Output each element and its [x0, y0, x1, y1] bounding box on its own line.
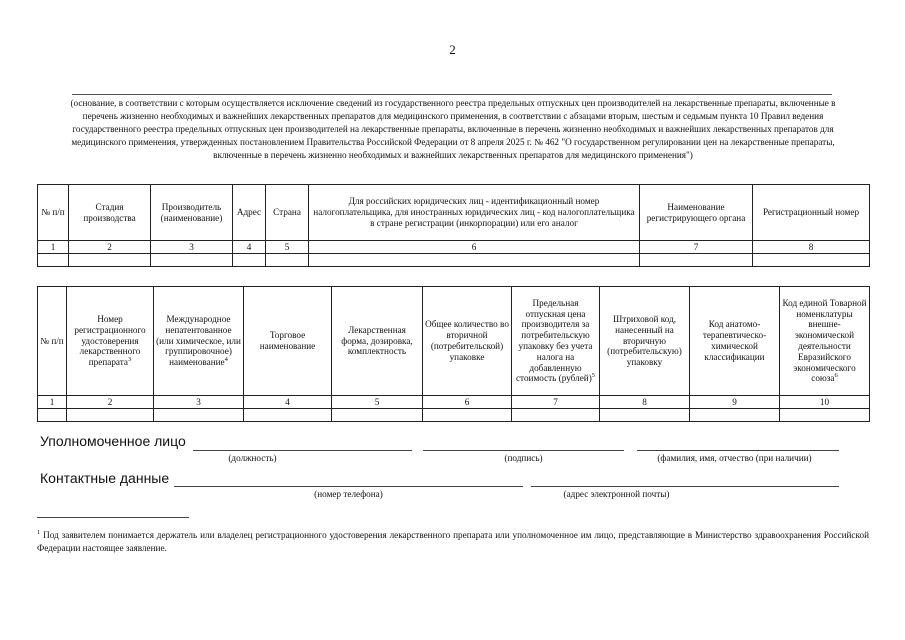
table-cell[interactable]	[69, 254, 151, 267]
table-cell[interactable]	[38, 409, 67, 422]
footnote-mark: 4	[224, 356, 228, 364]
table-row	[38, 254, 870, 267]
col-header: Код анатомо-терапевтическо-химической классификации	[690, 287, 780, 396]
col-header: Адрес	[233, 185, 266, 241]
col-number: 8	[600, 396, 690, 409]
phone-caption: (номер телефона)	[314, 489, 383, 499]
col-number: 9	[690, 396, 780, 409]
table-header-row	[38, 287, 870, 396]
col-header: № п/п	[38, 287, 67, 396]
col-number: 3	[151, 241, 233, 254]
signature-field[interactable]	[423, 450, 624, 451]
position-caption: (должность)	[228, 453, 277, 463]
table-cell[interactable]	[151, 254, 233, 267]
col-header: Стадия производства	[69, 185, 151, 241]
table-cell[interactable]	[753, 254, 870, 267]
footnote-mark: 5	[591, 372, 596, 380]
col-header: Производитель (наименование)	[151, 185, 233, 241]
full-name-caption: (фамилия, имя, отчество (при наличии)	[657, 453, 812, 463]
full-name-field[interactable]	[637, 450, 839, 451]
column-numbers-row	[38, 241, 870, 254]
col-number: 10	[780, 396, 870, 409]
col-header: Код единой Товарной номенклатуры внешне-экономической деятельности Евразийского экономического союза$^6$	[780, 287, 870, 396]
footnote-mark: 1	[37, 528, 41, 536]
col-header: Штриховой код, нанесенный на вторичную (потребительскую) упаковку	[600, 287, 690, 396]
manufacturers-table	[37, 184, 870, 267]
col-number: 6	[423, 396, 512, 409]
col-header: Наименование регистрирующего органа	[640, 185, 753, 241]
col-number: 5	[332, 396, 423, 409]
table-cell[interactable]	[600, 409, 690, 422]
footnote-mark: 6	[834, 372, 838, 380]
table-row	[38, 409, 870, 422]
col-header: Лекарственная форма, дозировка, комплектность	[332, 287, 423, 396]
table-cell[interactable]	[780, 409, 870, 422]
table-cell[interactable]	[154, 409, 244, 422]
table-cell[interactable]	[640, 254, 753, 267]
column-numbers-row	[38, 396, 870, 409]
table-header-row	[38, 185, 870, 241]
table-cell[interactable]	[38, 254, 69, 267]
col-header: Международное непатентованное (или химическое, или группировочное) наименование$^4$	[154, 287, 244, 396]
email-caption: (адрес электронной почты)	[563, 489, 670, 499]
basis-caption: (основание, в соответствии с которым осуществляется исключение сведений из государственного реестра предельных отпускных цен производителей на лекарственные препараты, включенные в перечень жизненно необходимых и важнейших лекарственных препаратов для медицинского применения, в соответствии с абзацами вторым, шестым и седьмым пункта 10 Правил ведения государственного реестра предельных отпускных цен производителей на лекарственные препараты, включенные в перечень жизненно необходимых и важнейших лекарственных препаратов для медицинского применения, утвержденных постановлением Правительства Российской Федерации от 8 апреля 2025 г. № 462 "О государственном регулировании цен на лекарственные препараты, включенные в перечень жизненно необходимых и важнейших лекарственных препаратов для медицинского применения")	[70, 98, 836, 160]
col-header: Для российских юридических лиц - идентификационный номер налогоплательщика, для иностранных юридических лиц - код налогоплательщика в стране регистрации (инкорпорации) или его аналог	[309, 185, 640, 241]
col-number: 4	[244, 396, 332, 409]
col-number: 6	[309, 241, 640, 254]
table-cell[interactable]	[332, 409, 423, 422]
col-header: Предельная отпускная цена производителя за потребительскую упаковку без учета налога на добавленную стоимость (рублей)$^5$	[512, 287, 600, 396]
col-number: 3	[154, 396, 244, 409]
table-cell[interactable]	[309, 254, 640, 267]
col-number: 1	[38, 396, 67, 409]
page-number: 2	[449, 42, 456, 57]
authorized-person-label: Уполномоченное лицо	[40, 433, 186, 449]
contact-data-label: Контактные данные	[40, 470, 170, 486]
col-number: 2	[67, 396, 154, 409]
table-cell[interactable]	[67, 409, 154, 422]
email-field[interactable]	[531, 486, 839, 487]
col-header: Страна	[266, 185, 309, 241]
col-header: Общее количество во вторичной (потребительской) упаковке	[423, 287, 512, 396]
col-number: 7	[640, 241, 753, 254]
drug-table	[37, 286, 870, 422]
table-cell[interactable]	[690, 409, 780, 422]
signature-caption: (подпись)	[504, 453, 543, 463]
table-cell[interactable]	[512, 409, 600, 422]
col-number: 4	[233, 241, 266, 254]
position-field[interactable]	[193, 450, 412, 451]
footnote-separator	[37, 517, 189, 518]
col-header: Торговое наименование	[244, 287, 332, 396]
col-number: 5	[266, 241, 309, 254]
col-number: 1	[38, 241, 69, 254]
table-cell[interactable]	[233, 254, 266, 267]
table-cell[interactable]	[244, 409, 332, 422]
phone-field[interactable]	[174, 486, 523, 487]
footnote: $^1$ Под заявителем понимается держатель или владелец регистрационного удостоверения лекарственного препарата или уполномоченное им лицо, представляющие в Министерство здравоохранения Российской Федерации настоящее заявление.	[37, 528, 869, 553]
col-header: Номер регистрационного удостоверения лекарственного препарата$^3$	[67, 287, 154, 396]
table-cell[interactable]	[423, 409, 512, 422]
basis-underline	[72, 94, 832, 95]
col-header: Регистрационный номер	[753, 185, 870, 241]
table-cell[interactable]	[266, 254, 309, 267]
footnote-mark: 3	[127, 356, 132, 364]
col-header: № п/п	[38, 185, 69, 241]
col-number: 8	[753, 241, 870, 254]
col-number: 2	[69, 241, 151, 254]
col-number: 7	[512, 396, 600, 409]
